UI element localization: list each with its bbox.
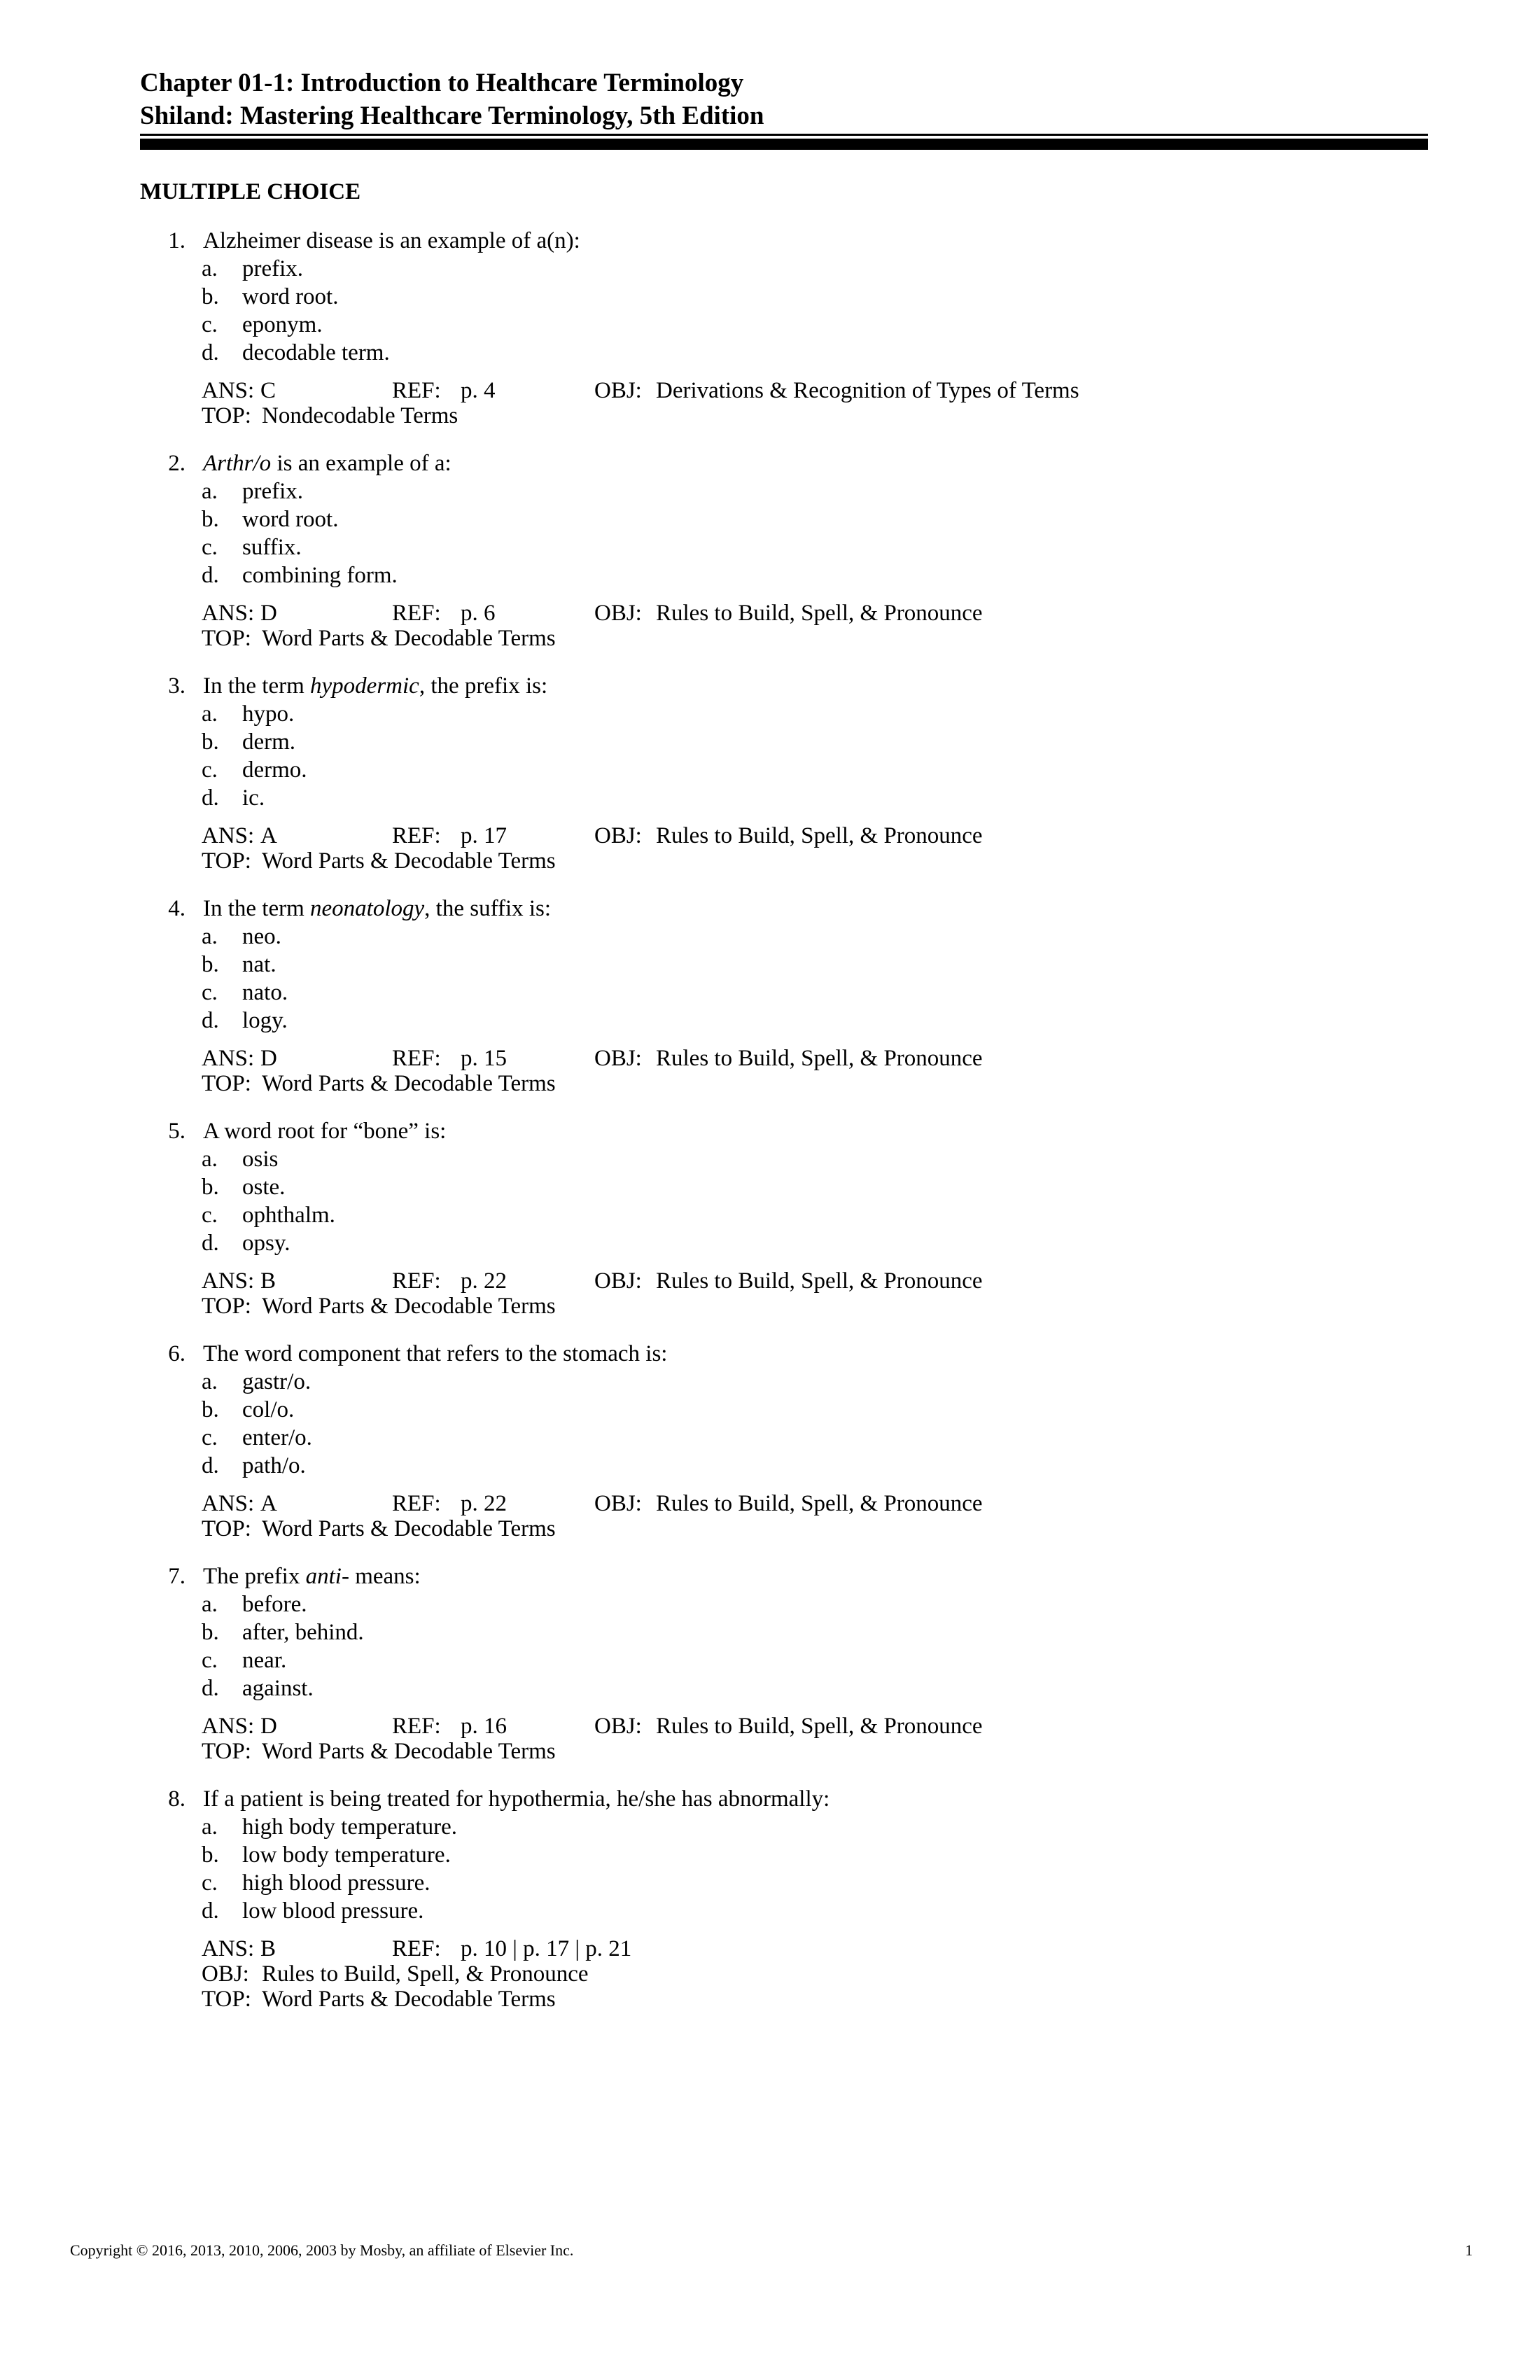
question-stem-row <box>140 1562 1428 1590</box>
meta-row-top <box>202 626 1428 651</box>
option-text: high body temperature. <box>242 1814 457 1840</box>
header-subtitle: Shiland: Mastering Healthcare Terminology, 5th Edition <box>140 102 764 130</box>
top-value: Nondecodable Terms <box>262 403 458 428</box>
question-block <box>140 227 1428 428</box>
option-text: nat. <box>242 952 276 977</box>
option-text: before. <box>242 1592 307 1617</box>
option-letter: c. <box>202 535 218 560</box>
ans-value: C <box>260 378 276 403</box>
option-text: near. <box>242 1648 287 1673</box>
top-label: TOP: <box>202 403 251 428</box>
option-row <box>202 1590 1428 1618</box>
stem-term-italic: anti- <box>305 1564 349 1589</box>
ans-value: B <box>260 1268 276 1294</box>
ans-value: D <box>260 1714 277 1739</box>
option-row <box>202 1674 1428 1702</box>
obj-value: Rules to Build, Spell, & Pronounce <box>656 601 983 626</box>
answer-meta <box>140 378 1428 428</box>
option-text: ophthalm. <box>242 1203 335 1228</box>
ref-value: p. 22 <box>461 1268 507 1294</box>
ref-value: p. 17 <box>461 823 507 848</box>
ans-value: D <box>260 601 277 626</box>
meta-row-ans <box>202 378 1428 403</box>
page-header <box>140 66 1428 132</box>
obj-label: OBJ: <box>594 823 642 848</box>
obj-label: OBJ: <box>594 1046 642 1071</box>
option-text: prefix. <box>242 256 304 281</box>
option-row <box>202 255 1428 283</box>
page-footer <box>70 2241 1473 2260</box>
question-stem-row <box>140 895 1428 923</box>
option-letter: d. <box>202 1676 219 1701</box>
option-letter: b. <box>202 1842 219 1868</box>
question-block <box>140 1117 1428 1319</box>
question-stem <box>203 1562 421 1590</box>
meta-row-top <box>202 1987 1428 2012</box>
ref-label: REF: <box>392 1714 441 1739</box>
option-letter: d. <box>202 1008 219 1033</box>
meta-row-ans <box>202 1268 1428 1294</box>
top-label: TOP: <box>202 1294 251 1319</box>
questions-list <box>140 227 1428 2012</box>
question-stem <box>203 1785 830 1813</box>
option-text: eponym. <box>242 312 323 337</box>
top-value: Word Parts & Decodable Terms <box>262 1071 556 1096</box>
option-row <box>202 1841 1428 1869</box>
option-letter: a. <box>202 1147 218 1172</box>
question-number: 5. <box>168 1119 186 1144</box>
meta-row-ans <box>202 1491 1428 1516</box>
meta-row-obj <box>202 1961 1428 1987</box>
ref-value: p. 6 <box>461 601 496 626</box>
answer-meta <box>140 601 1428 651</box>
answer-meta <box>140 1046 1428 1096</box>
obj-label: OBJ: <box>594 1714 642 1739</box>
stem-term-italic: hypodermic <box>310 673 419 699</box>
top-label: TOP: <box>202 1739 251 1764</box>
question-stem-row <box>140 227 1428 255</box>
question-block <box>140 895 1428 1096</box>
option-letter: a. <box>202 1369 218 1394</box>
option-letter: c. <box>202 1203 218 1228</box>
option-row <box>202 1618 1428 1646</box>
meta-row-top <box>202 1739 1428 1764</box>
ans-label: ANS: <box>202 1491 255 1516</box>
question-block <box>140 1340 1428 1541</box>
option-letter: a. <box>202 1592 218 1617</box>
option-text: neo. <box>242 924 281 949</box>
ref-label: REF: <box>392 823 441 848</box>
ans-label: ANS: <box>202 1268 255 1294</box>
question-block <box>140 672 1428 874</box>
ans-value: A <box>260 1491 277 1516</box>
option-text: low blood pressure. <box>242 1898 424 1924</box>
meta-row-top <box>202 848 1428 874</box>
obj-value: Rules to Build, Spell, & Pronounce <box>262 1961 589 1987</box>
ref-value: p. 15 <box>461 1046 507 1071</box>
option-row <box>202 1007 1428 1035</box>
option-row <box>202 1229 1428 1257</box>
ans-label: ANS: <box>202 378 255 403</box>
obj-label: OBJ: <box>594 1491 642 1516</box>
stem-text: In the term <box>203 673 311 699</box>
question-block <box>140 1785 1428 2012</box>
option-text: decodable term. <box>242 340 390 365</box>
top-label: TOP: <box>202 626 251 651</box>
top-label: TOP: <box>202 848 251 874</box>
question-number: 3. <box>168 673 186 699</box>
question-block <box>140 449 1428 651</box>
obj-label: OBJ: <box>594 601 642 626</box>
ref-label: REF: <box>392 378 441 403</box>
ans-label: ANS: <box>202 1936 255 1961</box>
option-text: derm. <box>242 729 296 755</box>
option-text: nato. <box>242 980 288 1005</box>
stem-term-italic: neonatology <box>310 896 425 921</box>
option-letter: a. <box>202 256 218 281</box>
ans-label: ANS: <box>202 601 255 626</box>
question-stem-row <box>140 1785 1428 1813</box>
option-row <box>202 339 1428 367</box>
option-row <box>202 505 1428 533</box>
ref-label: REF: <box>392 1046 441 1071</box>
option-letter: a. <box>202 1814 218 1840</box>
option-text: opsy. <box>242 1231 290 1256</box>
stem-text: , the suffix is: <box>424 896 552 921</box>
option-text: col/o. <box>242 1397 295 1422</box>
meta-row-ans <box>202 1046 1428 1071</box>
meta-row-top <box>202 1294 1428 1319</box>
obj-label: OBJ: <box>594 378 642 403</box>
option-letter: d. <box>202 340 219 365</box>
option-row <box>202 533 1428 561</box>
meta-row-ans <box>202 823 1428 848</box>
meta-row-top <box>202 1516 1428 1541</box>
question-block <box>140 1562 1428 1764</box>
option-row <box>202 951 1428 979</box>
option-text: oste. <box>242 1175 286 1200</box>
question-number: 7. <box>168 1564 186 1589</box>
option-text: ic. <box>242 785 265 811</box>
answer-meta <box>140 1936 1428 2012</box>
option-row <box>202 728 1428 756</box>
option-text: low body temperature. <box>242 1842 451 1868</box>
option-letter: a. <box>202 701 218 727</box>
stem-text: In the term <box>203 896 311 921</box>
option-letter: c. <box>202 312 218 337</box>
meta-row-ans <box>202 1714 1428 1739</box>
meta-row-ans <box>202 1936 1428 1961</box>
question-number: 4. <box>168 896 186 921</box>
obj-label: OBJ: <box>202 1961 249 1987</box>
option-letter: d. <box>202 785 219 811</box>
option-row <box>202 1145 1428 1173</box>
option-letter: c. <box>202 1648 218 1673</box>
option-text: logy. <box>242 1008 288 1033</box>
option-text: suffix. <box>242 535 302 560</box>
option-text: enter/o. <box>242 1425 312 1450</box>
top-value: Word Parts & Decodable Terms <box>262 1739 556 1764</box>
meta-row-ans <box>202 601 1428 626</box>
question-stem-row <box>140 1340 1428 1368</box>
option-letter: d. <box>202 1453 219 1478</box>
stem-text: is an example of a: <box>271 451 451 476</box>
option-text: gastr/o. <box>242 1369 312 1394</box>
question-number: 1. <box>168 228 186 253</box>
option-letter: d. <box>202 1898 219 1924</box>
option-letter: a. <box>202 924 218 949</box>
answer-meta <box>140 823 1428 874</box>
option-text: osis <box>242 1147 279 1172</box>
option-letter: c. <box>202 1425 218 1450</box>
question-stem-row <box>140 449 1428 477</box>
ref-label: REF: <box>392 1936 441 1961</box>
obj-value: Rules to Build, Spell, & Pronounce <box>656 1714 983 1739</box>
option-row <box>202 700 1428 728</box>
option-letter: c. <box>202 980 218 1005</box>
option-letter: c. <box>202 1870 218 1896</box>
ref-value: p. 10 | p. 17 | p. 21 <box>461 1936 632 1961</box>
option-text: hypo. <box>242 701 295 727</box>
option-row <box>202 1646 1428 1674</box>
option-row <box>202 1897 1428 1925</box>
ans-label: ANS: <box>202 1046 255 1071</box>
option-letter: b. <box>202 1620 219 1645</box>
ans-label: ANS: <box>202 823 255 848</box>
question-stem <box>203 449 451 477</box>
option-letter: b. <box>202 952 219 977</box>
obj-value: Rules to Build, Spell, & Pronounce <box>656 1268 983 1294</box>
section-heading: MULTIPLE CHOICE <box>140 179 361 204</box>
option-text: after, behind. <box>242 1620 364 1645</box>
option-row <box>202 1452 1428 1480</box>
stem-text: Alzheimer disease is an example of a(n): <box>203 228 580 253</box>
option-letter: b. <box>202 507 219 532</box>
option-row <box>202 979 1428 1007</box>
ref-value: p. 22 <box>461 1491 507 1516</box>
option-row <box>202 477 1428 505</box>
header-title: Chapter 01-1: Introduction to Healthcare Terminology <box>140 69 744 97</box>
option-row <box>202 1201 1428 1229</box>
stem-term-italic: Arthr/o <box>203 451 272 476</box>
option-letter: b. <box>202 1175 219 1200</box>
ref-value: p. 16 <box>461 1714 507 1739</box>
footer-copyright: Copyright © 2016, 2013, 2010, 2006, 2003 by Mosby, an affiliate of Elsevier Inc. <box>70 2241 574 2259</box>
stem-text: A word root for “bone” is: <box>203 1119 447 1144</box>
obj-value: Derivations & Recognition of Types of Terms <box>656 378 1079 403</box>
answer-meta <box>140 1714 1428 1764</box>
page-number: 1 <box>1465 2241 1473 2259</box>
top-value: Word Parts & Decodable Terms <box>262 848 556 874</box>
option-letter: b. <box>202 284 219 309</box>
question-stem-row <box>140 1117 1428 1145</box>
option-text: dermo. <box>242 757 307 783</box>
stem-text: , the prefix is: <box>419 673 548 699</box>
option-letter: b. <box>202 729 219 755</box>
question-stem <box>203 672 547 700</box>
option-letter: a. <box>202 479 218 504</box>
question-number: 2. <box>168 451 186 476</box>
option-row <box>202 561 1428 589</box>
obj-label: OBJ: <box>594 1268 642 1294</box>
ref-label: REF: <box>392 601 441 626</box>
obj-value: Rules to Build, Spell, & Pronounce <box>656 1491 983 1516</box>
option-text: path/o. <box>242 1453 306 1478</box>
option-row <box>202 1813 1428 1841</box>
option-row <box>202 923 1428 951</box>
obj-value: Rules to Build, Spell, & Pronounce <box>656 823 983 848</box>
option-letter: c. <box>202 757 218 783</box>
option-row <box>202 1368 1428 1396</box>
top-value: Word Parts & Decodable Terms <box>262 1516 556 1541</box>
option-row <box>202 1396 1428 1424</box>
top-label: TOP: <box>202 1987 251 2012</box>
top-value: Word Parts & Decodable Terms <box>262 1987 556 2012</box>
option-text: against. <box>242 1676 314 1701</box>
top-value: Word Parts & Decodable Terms <box>262 1294 556 1319</box>
top-label: TOP: <box>202 1516 251 1541</box>
option-text: word root. <box>242 507 339 532</box>
option-letter: b. <box>202 1397 219 1422</box>
option-letter: d. <box>202 563 219 588</box>
meta-row-top <box>202 403 1428 428</box>
ref-label: REF: <box>392 1491 441 1516</box>
ans-value: B <box>260 1936 276 1961</box>
header-thin-rule <box>140 134 1428 136</box>
option-text: prefix. <box>242 479 304 504</box>
question-stem-row <box>140 672 1428 700</box>
answer-meta <box>140 1268 1428 1319</box>
option-row <box>202 784 1428 812</box>
question-stem <box>203 1340 667 1368</box>
option-text: combining form. <box>242 563 398 588</box>
answer-meta <box>140 1491 1428 1541</box>
option-row <box>202 311 1428 339</box>
option-row <box>202 1173 1428 1201</box>
meta-row-top <box>202 1071 1428 1096</box>
question-stem <box>203 1117 446 1145</box>
question-stem <box>203 227 580 255</box>
ref-label: REF: <box>392 1268 441 1294</box>
stem-text: The prefix <box>203 1564 306 1589</box>
option-text: word root. <box>242 284 339 309</box>
option-row <box>202 1424 1428 1452</box>
option-row <box>202 756 1428 784</box>
stem-text: The word component that refers to the stomach is: <box>203 1341 668 1366</box>
obj-value: Rules to Build, Spell, & Pronounce <box>656 1046 983 1071</box>
question-number: 8. <box>168 1786 186 1812</box>
stem-text: If a patient is being treated for hypothermia, he/she has abnormally: <box>203 1786 830 1812</box>
ans-value: D <box>260 1046 277 1071</box>
ans-label: ANS: <box>202 1714 255 1739</box>
question-number: 6. <box>168 1341 186 1366</box>
top-label: TOP: <box>202 1071 251 1096</box>
header-thick-bar <box>140 139 1428 150</box>
top-value: Word Parts & Decodable Terms <box>262 626 556 651</box>
ans-value: A <box>260 823 277 848</box>
option-row <box>202 283 1428 311</box>
stem-text: means: <box>349 1564 421 1589</box>
question-stem <box>203 895 551 923</box>
ref-value: p. 4 <box>461 378 496 403</box>
option-row <box>202 1869 1428 1897</box>
option-letter: d. <box>202 1231 219 1256</box>
option-text: high blood pressure. <box>242 1870 430 1896</box>
